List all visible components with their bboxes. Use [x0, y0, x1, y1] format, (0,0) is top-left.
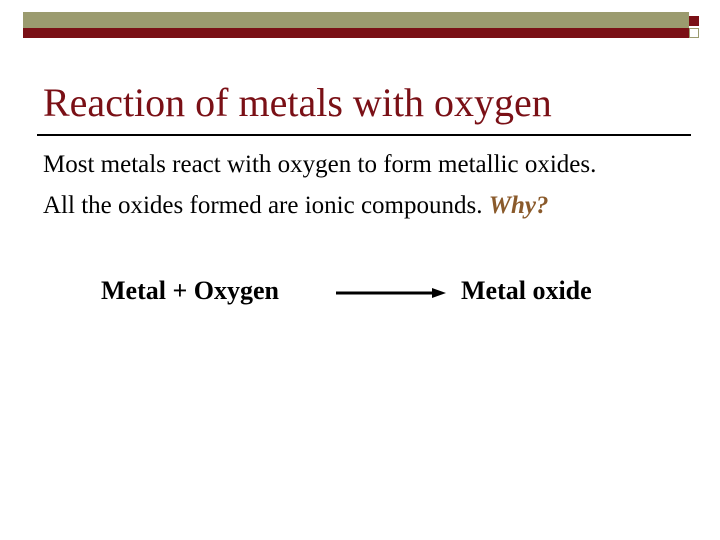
title-underline [37, 134, 691, 136]
corner-square-outline [689, 28, 699, 38]
body-line-1: Most metals react with oxygen to form metallic oxides. [43, 151, 597, 178]
body-line-2-text: All the oxides formed are ionic compounds. [43, 192, 483, 219]
body-line-2 [43, 191, 548, 221]
corner-square-filled [689, 16, 699, 26]
equation-product: Metal oxide [461, 276, 592, 305]
header-bar-red [23, 28, 689, 38]
right-arrow-icon [336, 286, 446, 300]
header-bar-olive [23, 12, 689, 28]
equation-reactants: Metal + Oxygen [101, 276, 280, 305]
why-emphasis: Why? [488, 192, 549, 219]
slide-title: Reaction of metals with oxygen [43, 80, 552, 125]
